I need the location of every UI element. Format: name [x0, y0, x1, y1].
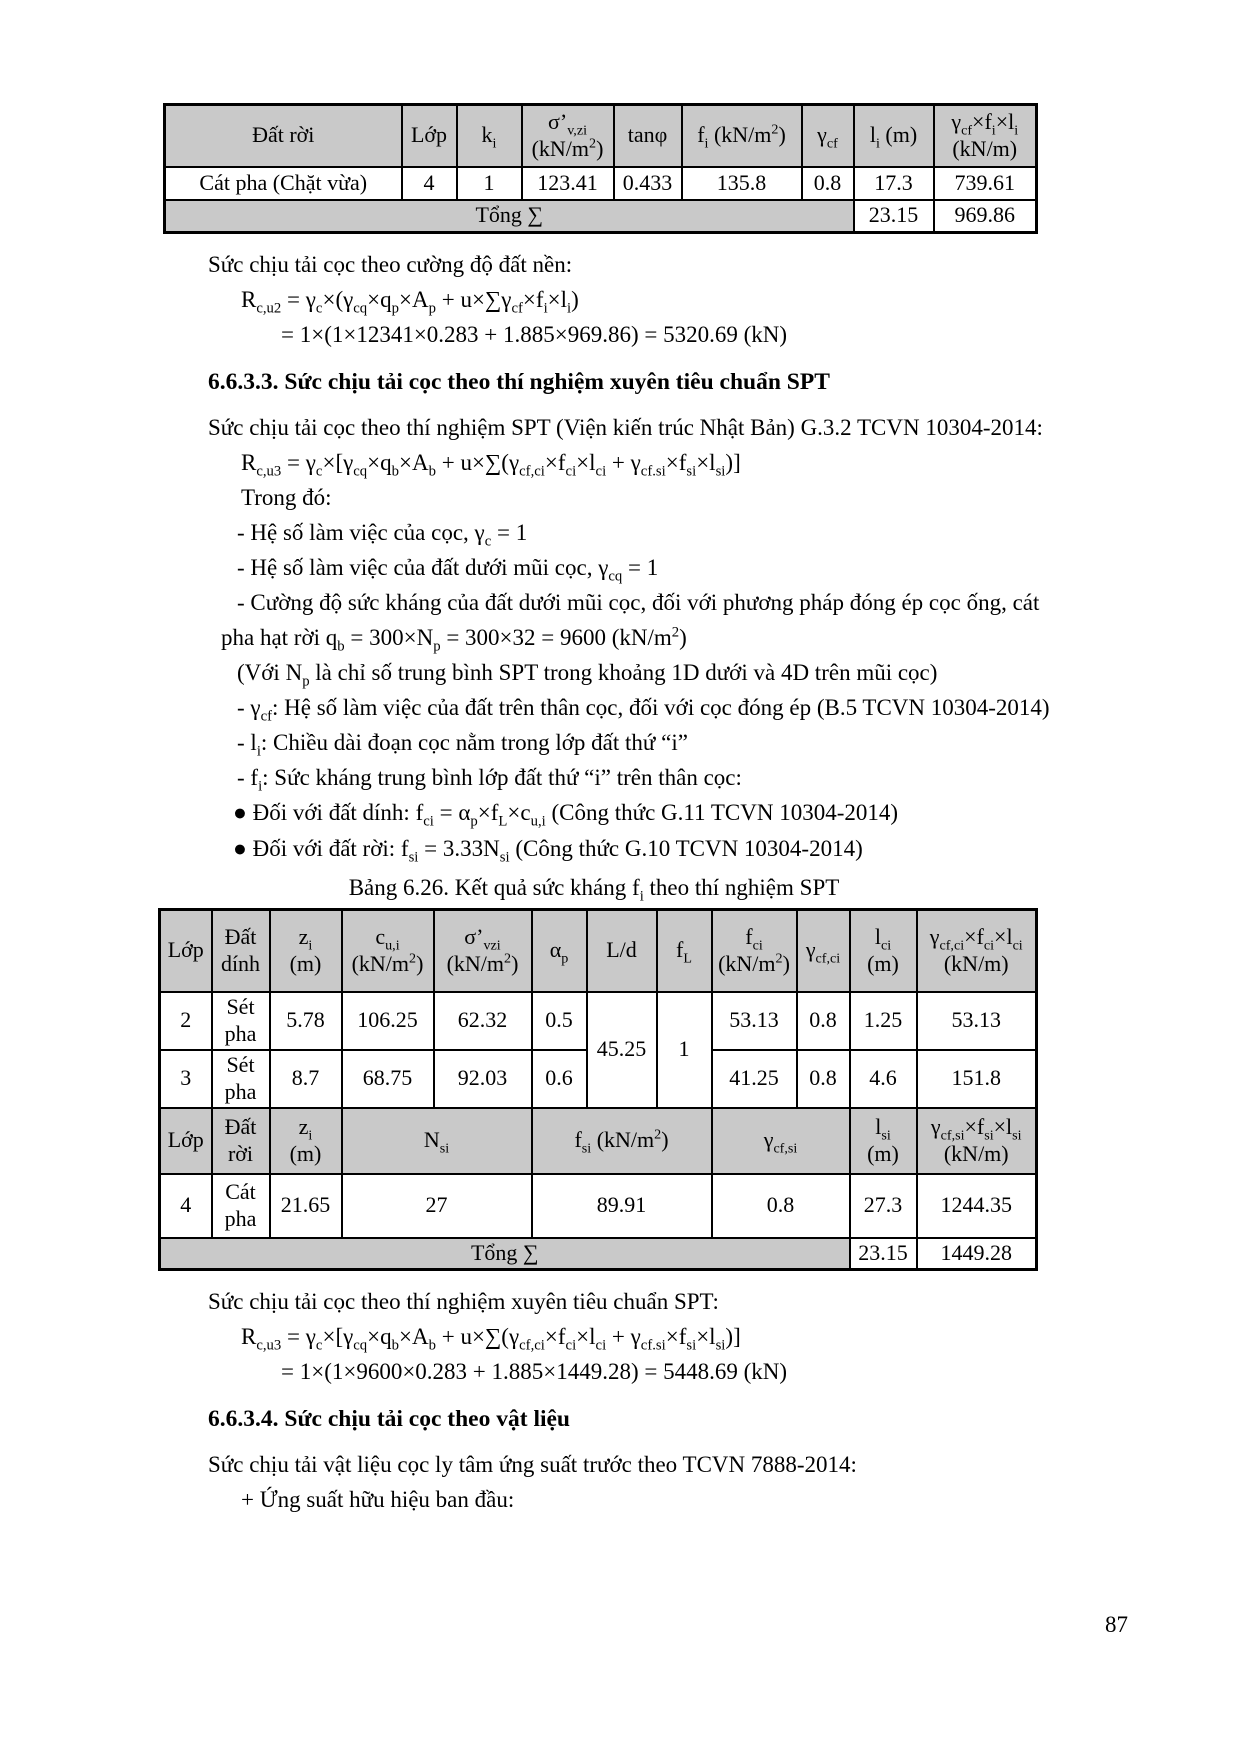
paragraph-spt-intro: Sức chịu tải cọc theo thí nghiệm SPT (Viện kiến trúc Nhật Bản) G.3.2 TCVN 10304-2014:	[208, 415, 1043, 440]
total-li-value: 23.15	[854, 200, 934, 233]
table-header-cell: Lớp	[402, 105, 457, 167]
table-header-cell: $\gamma_{cf,ci}\times f_{ci}\times l_{ci}$ (kN/m)	[917, 910, 1037, 992]
table-header-cell: $\sigma’_{vzi}$ $(kN/m^2)$	[434, 910, 532, 992]
table-cell: 3	[160, 1050, 212, 1108]
table-cell: 0.6	[532, 1050, 587, 1108]
table-total-row	[160, 1238, 1037, 1270]
paragraph-material: Sức chịu tải vật liệu cọc ly tâm ứng suất trước theo TCVN 7888-2014:	[208, 1452, 857, 1477]
table-cell-merged: 45.25	[587, 992, 657, 1108]
page-number: 87	[1105, 1612, 1128, 1637]
table-header-cell: $z_i$ (m)	[270, 1108, 342, 1174]
table-cell: 68.75	[342, 1050, 434, 1108]
table-cell-merged: 1	[657, 992, 712, 1108]
list-item: (Với $N_p$ là chỉ số trung bình SPT trong khoảng 1D dưới và 4D trên mũi cọc)	[237, 660, 938, 690]
list-item: - Cường độ sức kháng của đất dưới mũi cọc, đối với phương pháp đóng ép cọc ống, cát pha hạt rời $q_b = 300\times N_p = 300\times 32 = 9600$ $(kN/m^2)$	[221, 590, 1040, 655]
table-header-cell: $f_{si}$ $(kN/m^2)$	[532, 1108, 712, 1174]
total-sum-value: 1449.28	[917, 1238, 1037, 1270]
list-item: - $l_i$: Chiều dài đoạn cọc nằm trong lớp đất thứ “i”	[237, 730, 688, 760]
table-cell: 17.3	[854, 167, 934, 200]
list-item: - Hệ số làm việc của đất dưới mũi cọc, $\gamma_{cq} = 1$	[237, 555, 659, 585]
table-header-cell: $c_{u,i}$ $(kN/m^2)$	[342, 910, 434, 992]
table-header-cell: $f_i$ $(kN/m^2)$	[682, 105, 802, 167]
table-row	[160, 992, 1037, 1050]
table-header-cell: $l_i$ (m)	[854, 105, 934, 167]
table-header-cell: $f_{ci}$ $(kN/m^2)$	[712, 910, 797, 992]
table-header-cell: $\gamma_{cf,si}\times f_{si}\times l_{si}$ (kN/m)	[917, 1108, 1037, 1174]
total-row-label: Tổng ∑	[160, 1238, 850, 1270]
table-cell: 4	[160, 1174, 212, 1238]
table-cell: 2	[160, 992, 212, 1050]
list-item: - Hệ số làm việc của cọc, $\gamma_c = 1$	[237, 520, 528, 550]
table-cell: 0.8	[797, 1050, 850, 1108]
table-cell: 151.8	[917, 1050, 1037, 1108]
table-header-cell: $N_{si}$	[342, 1108, 532, 1174]
table-cell: 53.13	[917, 992, 1037, 1050]
table-header-cell: $\gamma_{cf}$	[802, 105, 854, 167]
table-cell: 135.8	[682, 167, 802, 200]
table-header-cell: Đất rời	[212, 1108, 270, 1174]
table-cell: 8.7	[270, 1050, 342, 1108]
table-header-cell: $l_{ci}$ (m)	[850, 910, 917, 992]
table-header-cell: tanφ	[614, 105, 682, 167]
table-cell: 5.78	[270, 992, 342, 1050]
paragraph-ground-strength: Sức chịu tải cọc theo cường độ đất nền:	[208, 252, 573, 277]
table-cell: Cát pha	[212, 1174, 270, 1238]
table-header-cell: $\sigma’_{v,zi}$ $(kN/m^2)$	[522, 105, 614, 167]
list-item: - $\gamma_{cf}$: Hệ số làm việc của đất trên thân cọc, đối với cọc đóng ép (B.5 TCVN 10304-2014)	[237, 695, 1050, 725]
formula-rcu3-result: $R_{c,u3} = \gamma_c\times[\gamma_{cq}\times q_b\times A_b + u\times\sum(\gamma_{cf,ci}\times f_{ci}\times l_{ci} + \gamma_{cf.si}\times f_{si}\times l_{si})]$	[241, 1324, 741, 1354]
table-cell: Sét pha	[212, 1050, 270, 1108]
table-cell: 41.25	[712, 1050, 797, 1108]
table-row	[165, 167, 1037, 200]
table-dat-roi	[163, 103, 1038, 234]
table-cell: 0.433	[614, 167, 682, 200]
table-header-cell: $z_i$ (m)	[270, 910, 342, 992]
table-caption: Bảng 6.26. Kết quả sức kháng $f_i$ theo thí nghiệm SPT	[348, 875, 840, 905]
table-cell: 0.8	[802, 167, 854, 200]
table-cell: 4	[402, 167, 457, 200]
table-header-cell: $\gamma_{cf,ci}$	[797, 910, 850, 992]
table-cell: 27	[342, 1174, 532, 1238]
table-header-cell: Lớp	[160, 910, 212, 992]
table-cell: 739.61	[934, 167, 1037, 200]
table-header-cell: $\gamma_{cf}\times f_i\times l_i$ (kN/m)	[934, 105, 1037, 167]
table-cell: 123.41	[522, 167, 614, 200]
formula-rcu3: $R_{c,u3} = \gamma_c\times[\gamma_{cq}\times q_b\times A_b + u\times\sum(\gamma_{cf,ci}\times f_{ci}\times l_{ci} + \gamma_{cf.si}\times f_{si}\times l_{si})]$	[241, 450, 741, 480]
bullet-item: ● Đối với đất dính: $f_{ci} = \alpha_p\times f_L\times c_{u,i}$ (Công thức G.11 TCVN 10304-2014)	[233, 800, 899, 830]
table-cell: 1.25	[850, 992, 917, 1050]
table-header-cell: $k_i$	[457, 105, 522, 167]
total-lsi-value: 23.15	[850, 1238, 917, 1270]
table-cell: 89.91	[532, 1174, 712, 1238]
formula-rcu2-result: = 1×(1×12341×0.283 + 1.885×969.86) = 5320.69 (kN)	[281, 322, 788, 347]
table-cell: 0.8	[712, 1174, 850, 1238]
label-trong-do: Trong đó:	[241, 485, 332, 510]
table-cell: 27.3	[850, 1174, 917, 1238]
table-row	[160, 1174, 1037, 1238]
table-cell: 0.5	[532, 992, 587, 1050]
table-header-cell: $l_{si}$ (m)	[850, 1108, 917, 1174]
table-cell: 92.03	[434, 1050, 532, 1108]
table-header-cell: Lớp	[160, 1108, 212, 1174]
heading-6-6-3-4: 6.6.3.4. Sức chịu tải cọc theo vật liệu	[208, 1406, 571, 1432]
table-cell: Sét pha	[212, 992, 270, 1050]
table-header-cell: Đất rời	[165, 105, 402, 167]
table-cell: 4.6	[850, 1050, 917, 1108]
table-cell: 1	[457, 167, 522, 200]
table-cell: 21.65	[270, 1174, 342, 1238]
table-header-cell: $\gamma_{cf,si}$	[712, 1108, 850, 1174]
table-cell: 62.32	[434, 992, 532, 1050]
total-row-label: Tổng ∑	[165, 200, 854, 233]
table-header-cell: $\alpha_p$	[532, 910, 587, 992]
table-header-cell: Đất dính	[212, 910, 270, 992]
table-bang-6-26	[158, 908, 1038, 1271]
heading-6-6-3-3: 6.6.3.3. Sức chịu tải cọc theo thí nghiệm xuyên tiêu chuẩn SPT	[208, 369, 830, 395]
table-cell: 0.8	[797, 992, 850, 1050]
formula-rcu3-value: = 1×(1×9600×0.283 + 1.885×1449.28) = 5448.69 (kN)	[281, 1359, 788, 1384]
table-header-cell: $f_L$	[657, 910, 712, 992]
total-sum-value: 969.86	[934, 200, 1037, 233]
table-total-row	[165, 200, 1037, 233]
table-cell: Cát pha (Chặt vừa)	[165, 167, 402, 200]
paragraph-spt-result: Sức chịu tải cọc theo thí nghiệm xuyên tiêu chuẩn SPT:	[208, 1289, 719, 1314]
formula-rcu2: $R_{c,u2} = \gamma_c\times(\gamma_{cq}\times q_p\times A_p + u\times\sum\gamma_{cf}\times f_i\times l_i)$	[241, 287, 579, 317]
table-cell: 53.13	[712, 992, 797, 1050]
bullet-item: ● Đối với đất rời: $f_{si} = 3.33N_{si}$ (Công thức G.10 TCVN 10304-2014)	[233, 836, 863, 866]
list-item: - $f_i$: Sức kháng trung bình lớp đất thứ “i” trên thân cọc:	[237, 765, 742, 795]
table-cell: 106.25	[342, 992, 434, 1050]
table-header-cell: L/d	[587, 910, 657, 992]
table-cell: 1244.35	[917, 1174, 1037, 1238]
item-initial-stress: + Ứng suất hữu hiệu ban đầu:	[241, 1487, 515, 1512]
